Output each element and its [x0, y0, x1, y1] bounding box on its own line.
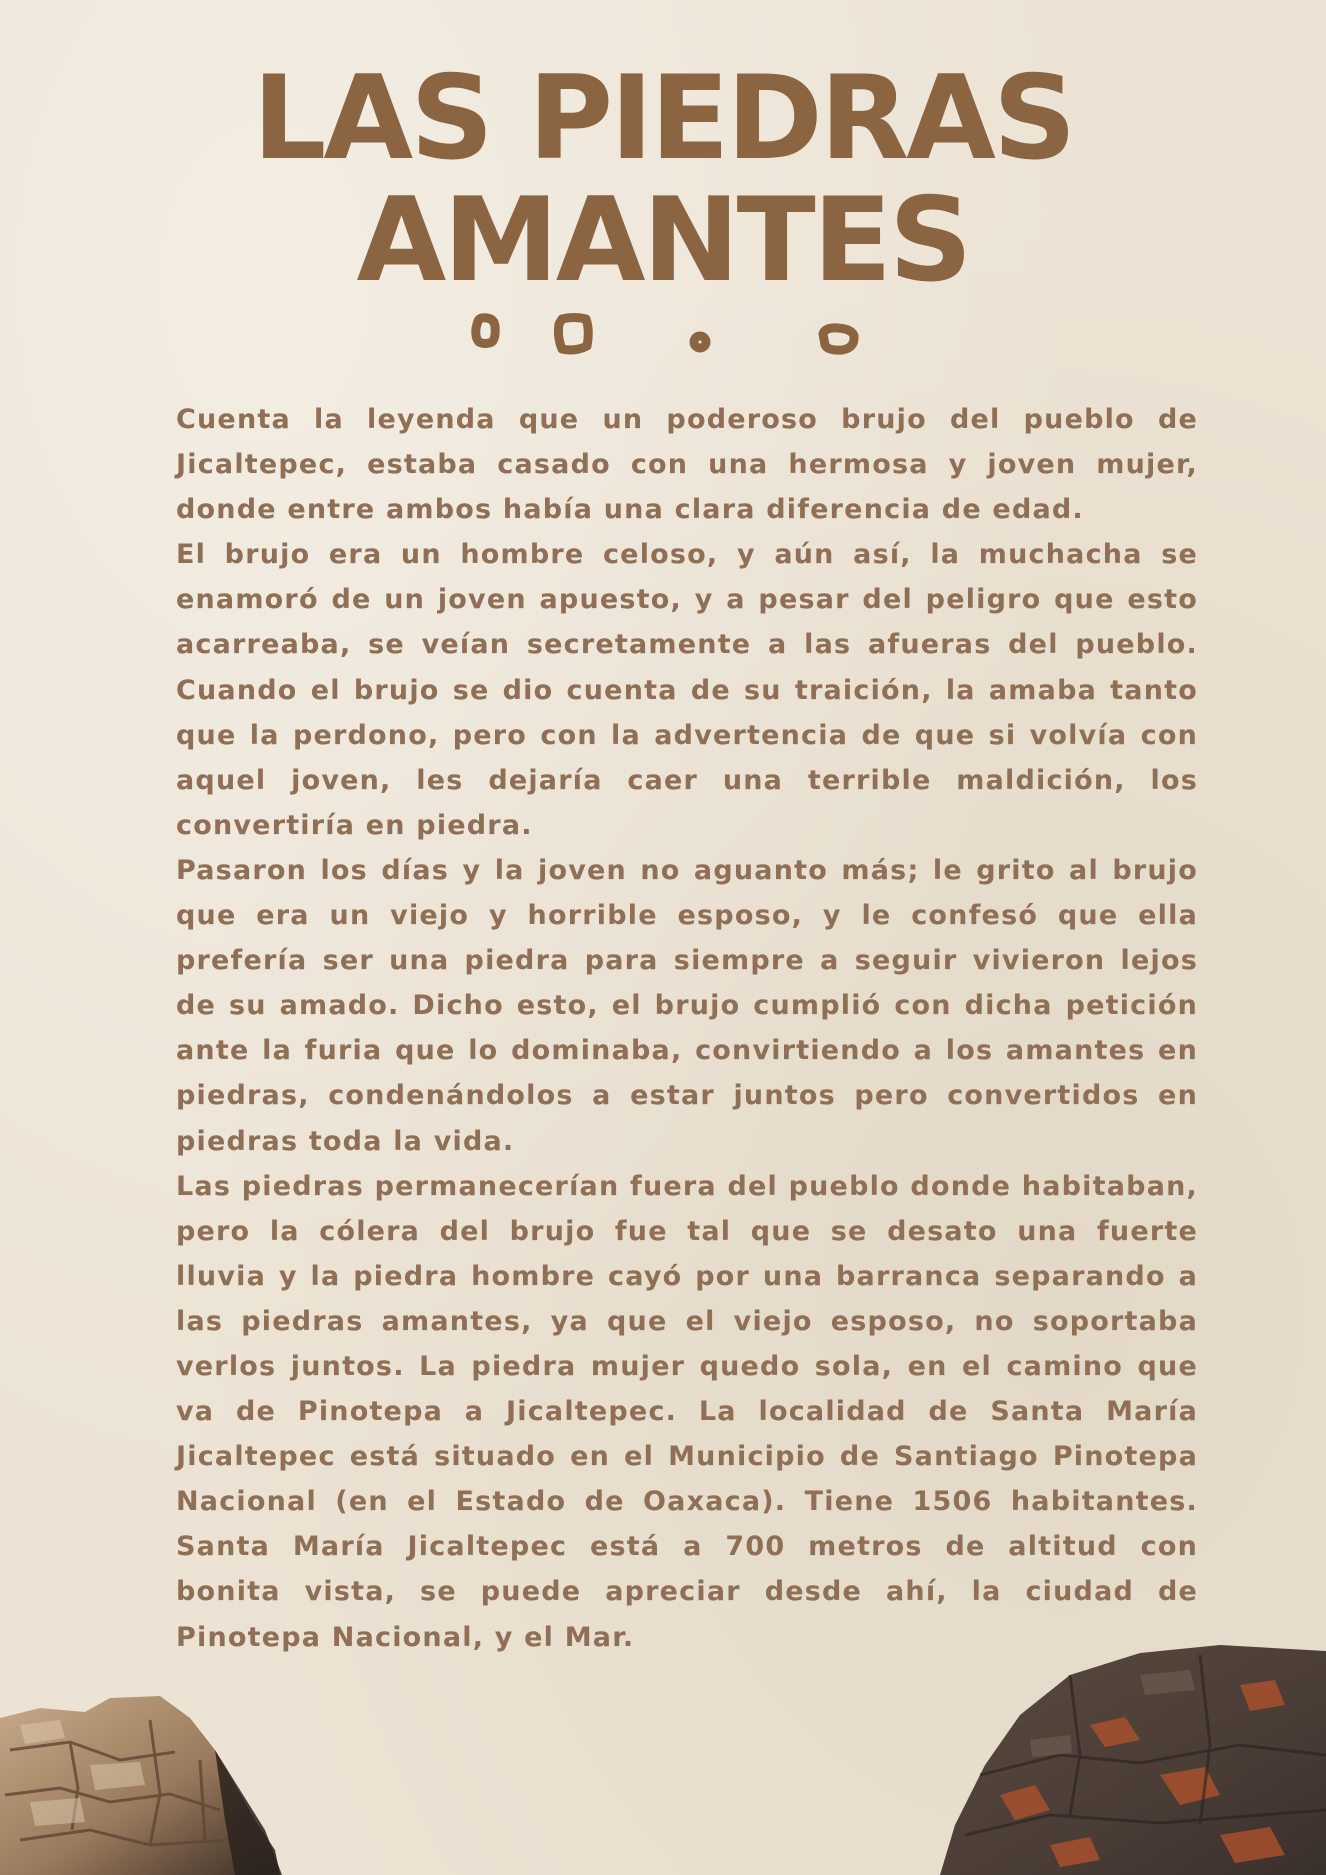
rock-photo-left: [0, 1690, 290, 1875]
title-line-2: AMANTES: [356, 173, 970, 308]
paragraph: El brujo era un hombre celoso, y aún así, la muchacha se enamoró de un joven apuesto, y a pesar del peligro que esto acarreaba, se veían secretamente a las afueras del pueblo. Cuando el brujo se dio cuenta de su traición, la amaba tanto que la perdono, pero con la advertencia de que si volvía con aquel joven, les dejaría caer una terrible maldición, los convertiría en piedra.: [176, 539, 1198, 841]
paragraph: Pasaron los días y la joven no aguanto más; le grito al brujo que era un viejo y horrible esposo, y le confesó que ella prefería ser una piedra para siempre a seguir vivieron lejos de su amado. Dicho esto, el brujo cumplió con dicha petición ante la furia que lo dominaba, convirtiendo a los amantes en piedras, condenándolos a estar juntos pero convertidos en piedras toda la vida.: [176, 854, 1198, 1157]
paragraph: Cuenta la leyenda que un poderoso brujo del pueblo de Jicaltepec, estaba casado con una hermosa y joven mujer, donde entre ambos había una clara diferencia de edad.: [176, 404, 1198, 526]
stone-shapes-icon: [470, 312, 870, 362]
page-title: [0, 51, 1326, 308]
paragraph: Las piedras permanecerían fuera del pueblo donde habitaban, pero la cólera del brujo fue tal que se desato una fuerte lluvia y la piedra hombre cayó por una barranca separando a las piedras amantes, ya que el viejo esposo, no soportaba verlos juntos. La piedra mujer quedo sola, en el camino que va de Pinotepa a Jicaltepec. La localidad de Santa María Jicaltepec está situado en el Municipio de Santiago Pinotepa Nacional (en el Estado de Oaxaca). Tiene 1506 habitantes. Santa María Jicaltepec está a 700 metros de altitud con bonita vista, se puede apreciar desde ahí, la ciudad de Pinotepa Nacional, y el Mar.: [176, 1170, 1198, 1653]
legend-text: [176, 397, 1198, 1660]
title-line-1: LAS PIEDRAS: [252, 51, 1074, 186]
rock-photo-right: [940, 1645, 1326, 1875]
